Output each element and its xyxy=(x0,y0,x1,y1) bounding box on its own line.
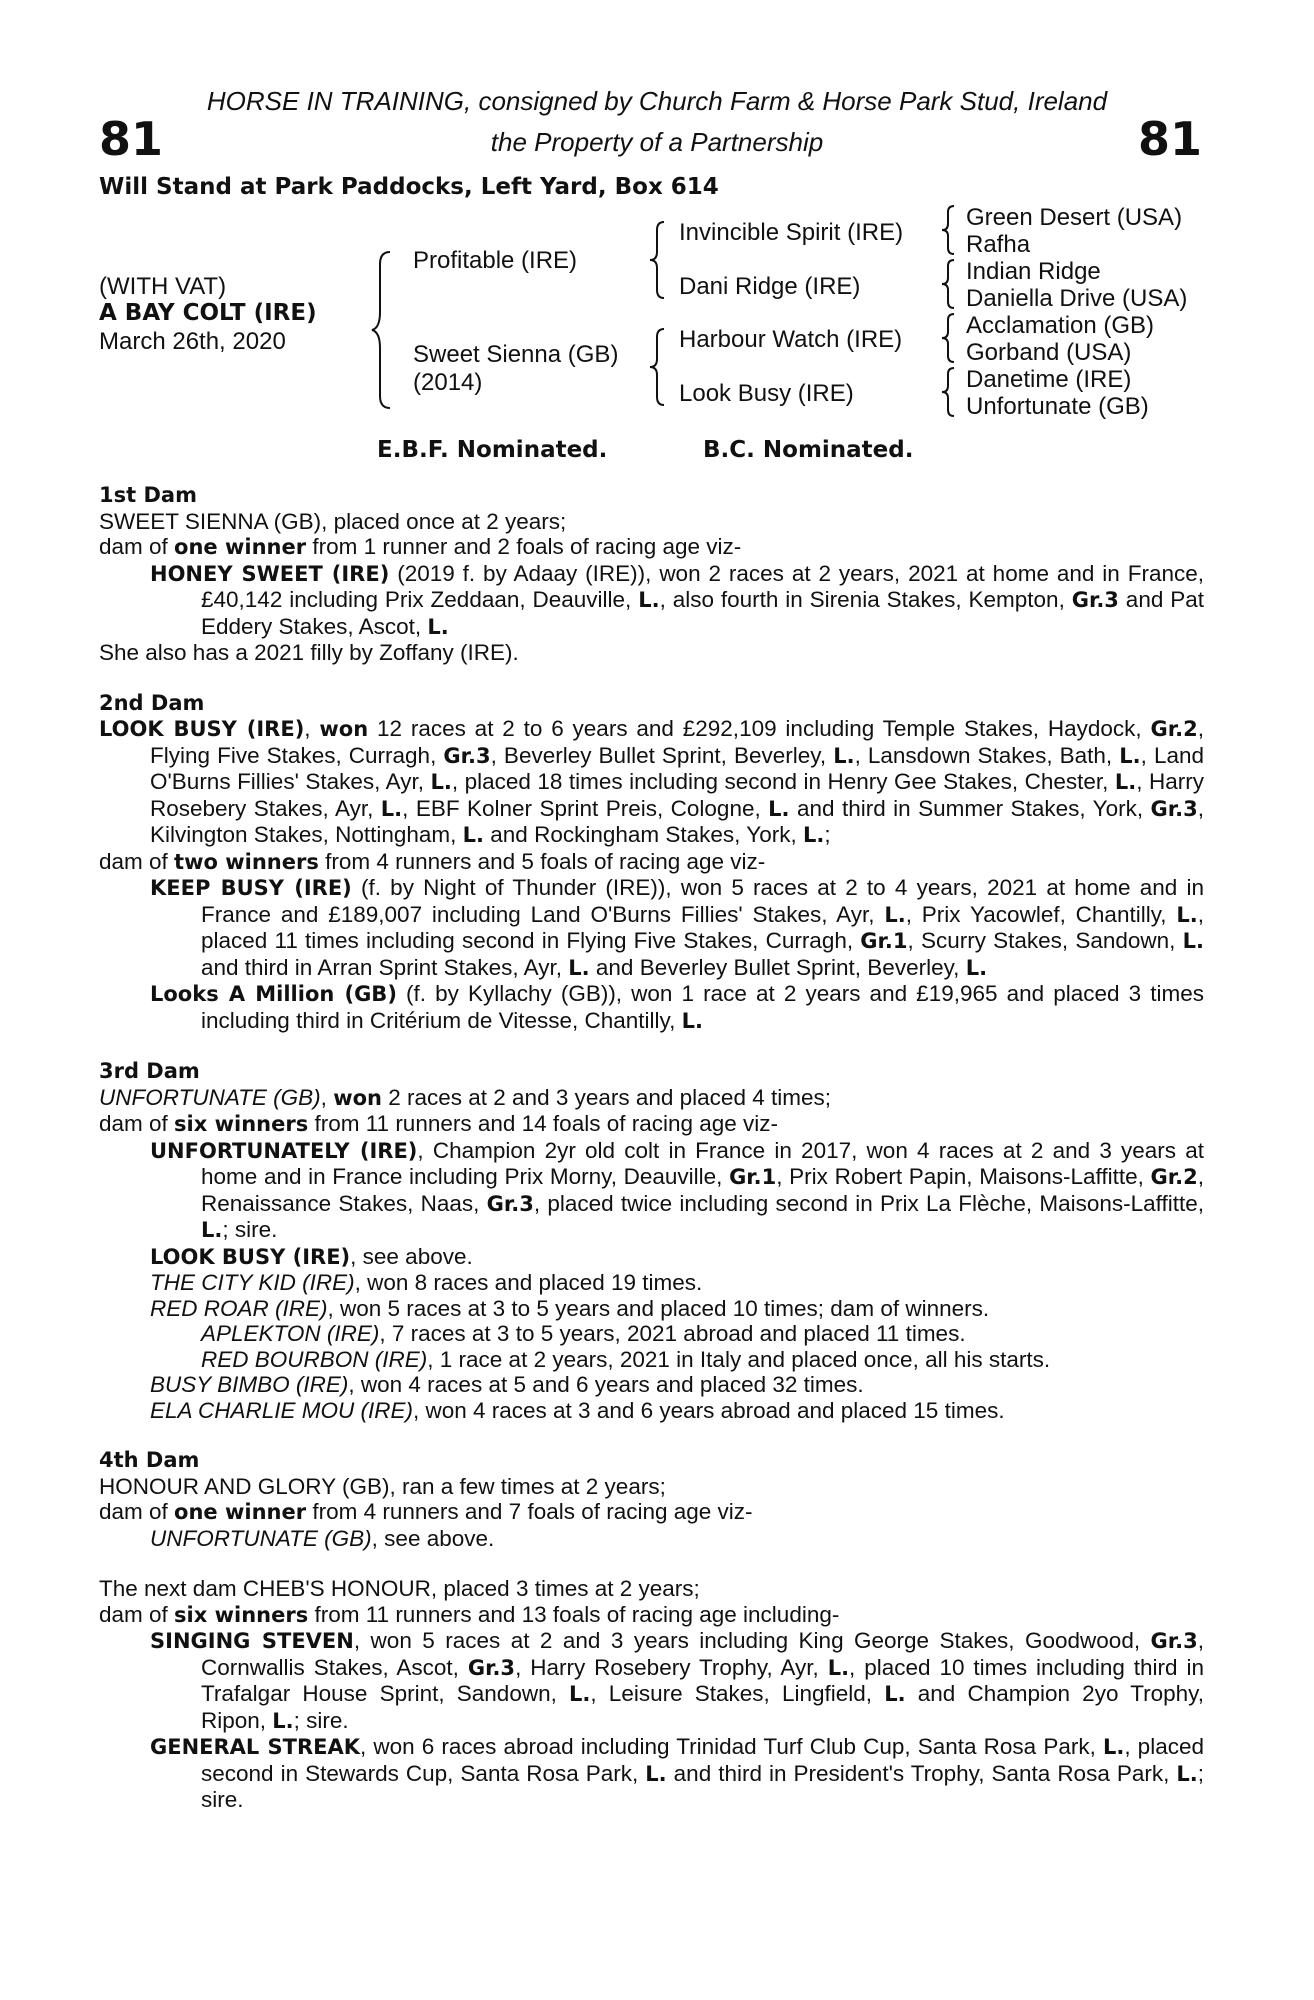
progeny-general-streak: GENERAL STREAK, won 6 races abroad including Trinidad Turf Club Cup, Santa Rosa Park, L., placed second in Stewards Cup, Santa Rosa Park, L. and third in President's Trophy, Santa Rosa Park, L.; sire. xyxy=(150,1734,1204,1812)
progeny-look-busy: LOOK BUSY (IRE), see above. xyxy=(150,1243,473,1269)
pedigree-brace-sire xyxy=(648,220,668,300)
progeny-ela-charlie-mou: ELA CHARLIE MOU (IRE), won 4 races at 3 and 6 years abroad and placed 15 times. xyxy=(150,1397,1005,1423)
dam-dam: Look Busy (IRE) xyxy=(679,380,854,407)
property-line: the Property of a Partnership xyxy=(490,127,824,157)
lot-number-left: 81 xyxy=(99,112,164,166)
ebf-nominated: E.B.F. Nominated. xyxy=(377,437,608,463)
grandparent-1: Green Desert (USA) xyxy=(966,204,1183,231)
consignor-line: HORSE IN TRAINING, consigned by Church Farm & Horse Park Stud, Ireland xyxy=(206,86,1108,116)
progeny-singing-steven: SINGING STEVEN, won 5 races at 2 and 3 years including King George Stakes, Goodwood, Gr.3, Cornwallis Stakes, Ascot, Gr.3, Harry Rosebery Trophy, Ayr, L., placed 10 times including third in Trafalgar House Sprint, Sandown, L., Leisure Stakes, Lingfield, L. and Champion 2yo Trophy, Ripon, L.; sire. xyxy=(150,1628,1204,1733)
grandparent-8: Unfortunate (GB) xyxy=(966,393,1149,420)
grandparent-4: Daniella Drive (USA) xyxy=(966,285,1188,312)
dam-sire: Harbour Watch (IRE) xyxy=(679,326,903,353)
progeny-honey-sweet: HONEY SWEET (IRE) (2019 f. by Adaay (IRE)), won 2 races at 2 years, 2021 at home and in France, £40,142 including Prix Zeddaan, Deauville, L., also fourth in Sirenia Stakes, Kempton, Gr.3 and Pat Eddery Stakes, Ascot, L. xyxy=(150,560,1205,639)
pedigree-brace-g4 xyxy=(940,366,958,418)
sire-dam: Dani Ridge (IRE) xyxy=(679,273,861,300)
pedigree-brace-g2 xyxy=(940,258,958,310)
progeny-unfortunately: UNFORTUNATELY (IRE), Champion 2yr old colt in France in 2017, won 4 races at 2 and 3 years at home and in France including Prix Morny, Deauville, Gr.1, Prix Robert Papin, Maisons-Laffitte, Gr.2, Renaissance Stakes, Naas, Gr.3, placed twice including second in Prix La Flèche, Maisons-Laffitte, L.; sire. xyxy=(150,1137,1205,1242)
catalogue-body xyxy=(99,483,1204,1813)
pedigree-brace-g1 xyxy=(940,204,958,256)
third-dam-produce: dam of six winners from 11 runners and 14 foals of racing age viz- xyxy=(99,1111,779,1136)
grandparent-7: Danetime (IRE) xyxy=(966,366,1132,393)
third-dam-record: UNFORTUNATE (GB), won 2 races at 2 and 3 years and placed 4 times; xyxy=(99,1084,831,1110)
progeny-the-city-kid: THE CITY KID (IRE), won 8 races and placed 19 times. xyxy=(150,1270,703,1295)
grandparent-6: Gorband (USA) xyxy=(966,339,1132,366)
progeny-red-roar: RED ROAR (IRE), won 5 races at 3 to 5 years and placed 10 times; dam of winners. xyxy=(150,1295,990,1321)
fourth-dam-heading: 4th Dam xyxy=(99,1448,200,1472)
first-dam-heading: 1st Dam xyxy=(99,483,197,507)
sire-sire: Invincible Spirit (IRE) xyxy=(679,219,904,246)
grandparent-5: Acclamation (GB) xyxy=(966,312,1155,339)
dam-year: (2014) xyxy=(413,369,483,396)
second-dam-heading: 2nd Dam xyxy=(99,690,205,715)
pedigree-brace-main xyxy=(370,250,394,410)
stand-location: Will Stand at Park Paddocks, Left Yard, Box 614 xyxy=(99,174,719,200)
grandprogeny-aplekton: APLEKTON (IRE), 7 races at 3 to 5 years, 2021 abroad and placed 11 times. xyxy=(201,1321,966,1346)
grandparent-2: Rafha xyxy=(966,231,1031,258)
first-dam-note: She also has a 2021 filly by Zoffany (IRE). xyxy=(99,640,519,665)
progeny-unfortunate: UNFORTUNATE (GB), see above. xyxy=(150,1525,495,1551)
fourth-dam-record: HONOUR AND GLORY (GB), ran a few times at 2 years; xyxy=(99,1473,666,1499)
third-dam-heading: 3rd Dam xyxy=(99,1059,200,1083)
lot-number-right: 81 xyxy=(1137,112,1202,166)
progeny-busy-bimbo: BUSY BIMBO (IRE), won 4 races at 5 and 6 years and placed 32 times. xyxy=(150,1372,864,1397)
second-dam-record: LOOK BUSY (IRE), won 12 races at 2 to 6 years and £292,109 including Temple Stakes, Haydock, Gr.2, Flying Five Stakes, Curragh, Gr.3, Beverley Bullet Sprint, Beverley, L., Lansdown Stakes, Bath, L., Land O'Burns Fillies' Stakes, Ayr, L., placed 18 times including second in Henry Gee Stakes, Chester, L., Harry Rosebery Stakes, Ayr, L., EBF Kolner Sprint Preis, Cologne, L. and third in Summer Stakes, York, Gr.3, Kilvington Stakes, Nottingham, L. and Rockingham Stakes, York, L.; xyxy=(99,716,1205,847)
pedigree-brace-dam xyxy=(648,327,668,407)
pedigree-brace-g3 xyxy=(940,312,958,364)
horse-name: A BAY COLT (IRE) xyxy=(99,300,317,326)
progeny-looks-a-million: Looks A Million (GB) (f. by Kyllachy (GB)), won 1 race at 2 years and £19,965 and placed 3 times including third in Critérium de Vitesse, Chantilly, L. xyxy=(150,981,1204,1033)
dam-name: Sweet Sienna (GB) xyxy=(413,341,619,368)
bc-nominated: B.C. Nominated. xyxy=(703,437,914,463)
foaling-date: March 26th, 2020 xyxy=(99,328,286,355)
fourth-dam-produce: dam of one winner from 4 runners and 7 foals of racing age viz- xyxy=(99,1499,753,1524)
second-dam-produce: dam of two winners from 4 runners and 5 foals of racing age viz- xyxy=(99,848,766,874)
progeny-keep-busy: KEEP BUSY (IRE) (f. by Night of Thunder (IRE)), won 5 races at 2 to 4 years, 2021 at home and in France and £189,007 including Land O'Burns Fillies' Stakes, Ayr, L., Prix Yacowlef, Chantilly, L., placed 11 times including second in Flying Five Stakes, Curragh, Gr.1, Scurry Stakes, Sandown, L. and third in Arran Sprint Stakes, Ayr, L. and Beverley Bullet Sprint, Beverley, L. xyxy=(150,875,1205,980)
sire-name: Profitable (IRE) xyxy=(413,247,578,274)
first-dam-line: SWEET SIENNA (GB), placed once at 2 years; xyxy=(99,508,567,534)
next-dam-record: The next dam CHEB'S HONOUR, placed 3 times at 2 years; xyxy=(99,1576,700,1601)
vat-note: (WITH VAT) xyxy=(99,273,227,300)
next-dam-produce: dam of six winners from 11 runners and 13 foals of racing age including- xyxy=(99,1601,840,1627)
first-dam-produce: dam of one winner from 1 runner and 2 foals of racing age viz- xyxy=(99,534,742,559)
grandprogeny-red-bourbon: RED BOURBON (IRE), 1 race at 2 years, 2021 in Italy and placed once, all his starts. xyxy=(201,1346,1051,1372)
grandparent-3: Indian Ridge xyxy=(966,258,1101,285)
